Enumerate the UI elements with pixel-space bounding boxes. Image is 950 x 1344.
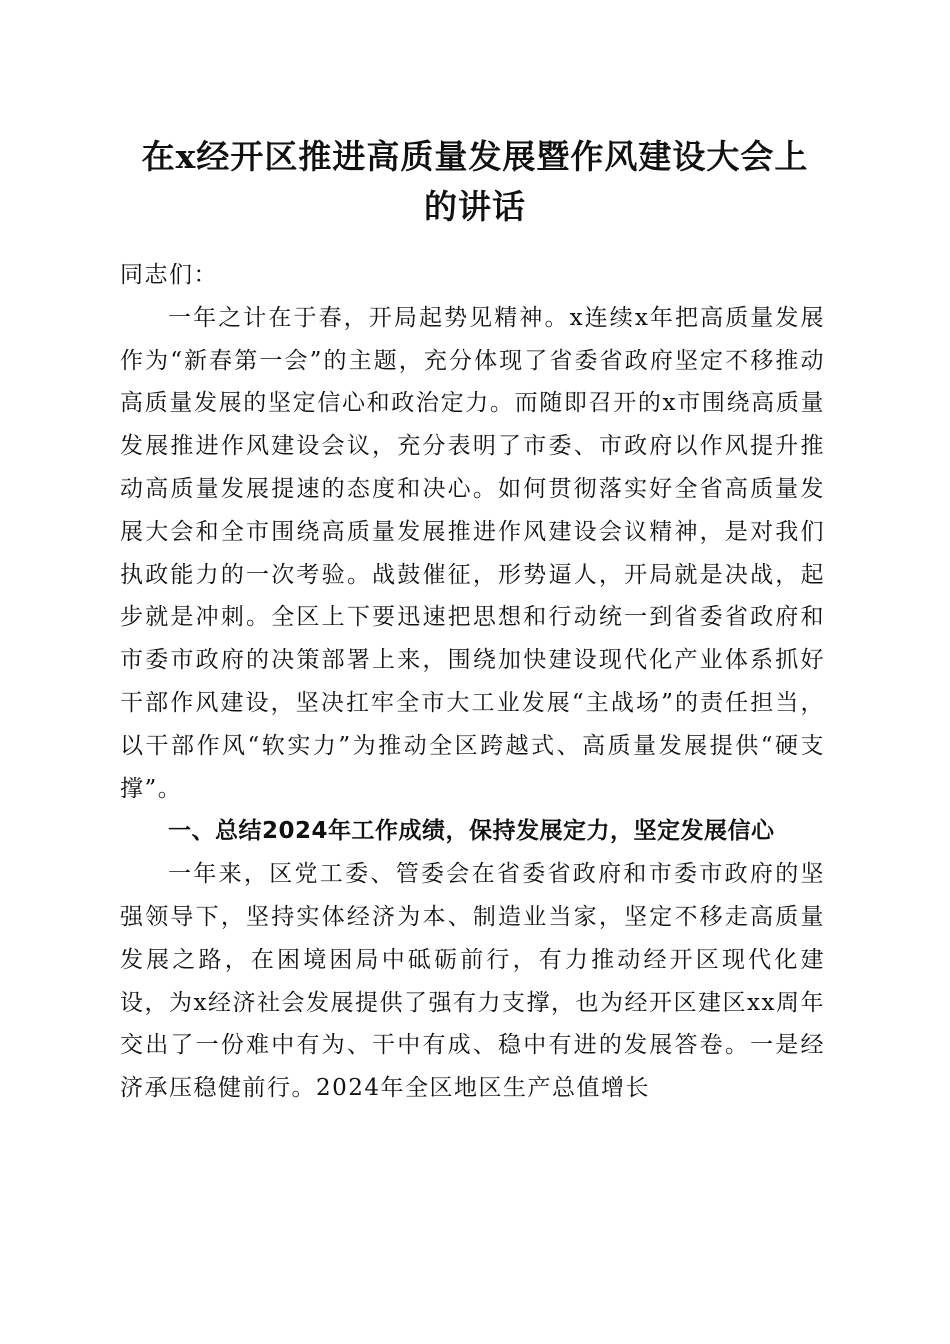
salutation: 同志们： bbox=[120, 262, 218, 288]
section-heading-1: 一、总结2024年工作成绩，保持发展定力，坚定发展信心 bbox=[168, 818, 775, 845]
paragraph-section-1: 一年来，区党工委、管委会在省委省政府和市委市政府的坚强领导下，坚持实体经济为本、制造业当家，坚定不移走高质量发展之路，在困境困局中砥砺前行，有力推动经开区现代化建设，为x经济社会发展提供了强有力支撑，也为经开区建区xx周年交出了一份难中有为、干中有成、稳中有进的发展答卷。一是经济承压稳健前行。2024年全区地区生产总值增长 bbox=[120, 861, 825, 1102]
document-body bbox=[120, 254, 825, 1110]
paragraph-intro: 一年之计在于春，开局起势见精神。x连续x年把高质量发展作为“新春第一会”的主题，充分体现了省委省政府坚定不移推动高质量发展的坚定信心和政治定力。而随即召开的x市围绕高质量发展推进作风建设会议，充分表明了市委、市政府以作风提升推动高质量发展提速的态度和决心。如何贯彻落实好全省高质量发展大会和全市围绕高质量发展推进作风建设会议精神，是对我们执政能力的一次考验。战鼓催征，形势逼人，开局就是决战，起步就是冲刺。全区上下要迅速把思想和行动统一到省委省政府和市委市政府的决策部署上来，围绕加快建设现代化产业体系抓好干部作风建设，坚决扛牢全市大工业发展“主战场”的责任担当，以干部作风“软实力”为推动全区跨越式、高质量发展提供“硬支撑”。 bbox=[120, 304, 825, 802]
document-title bbox=[100, 132, 850, 232]
title-line-1: 在x经开区推进高质量发展暨作风建设大会上 bbox=[141, 137, 809, 176]
title-line-2: 的讲话 bbox=[424, 187, 526, 226]
